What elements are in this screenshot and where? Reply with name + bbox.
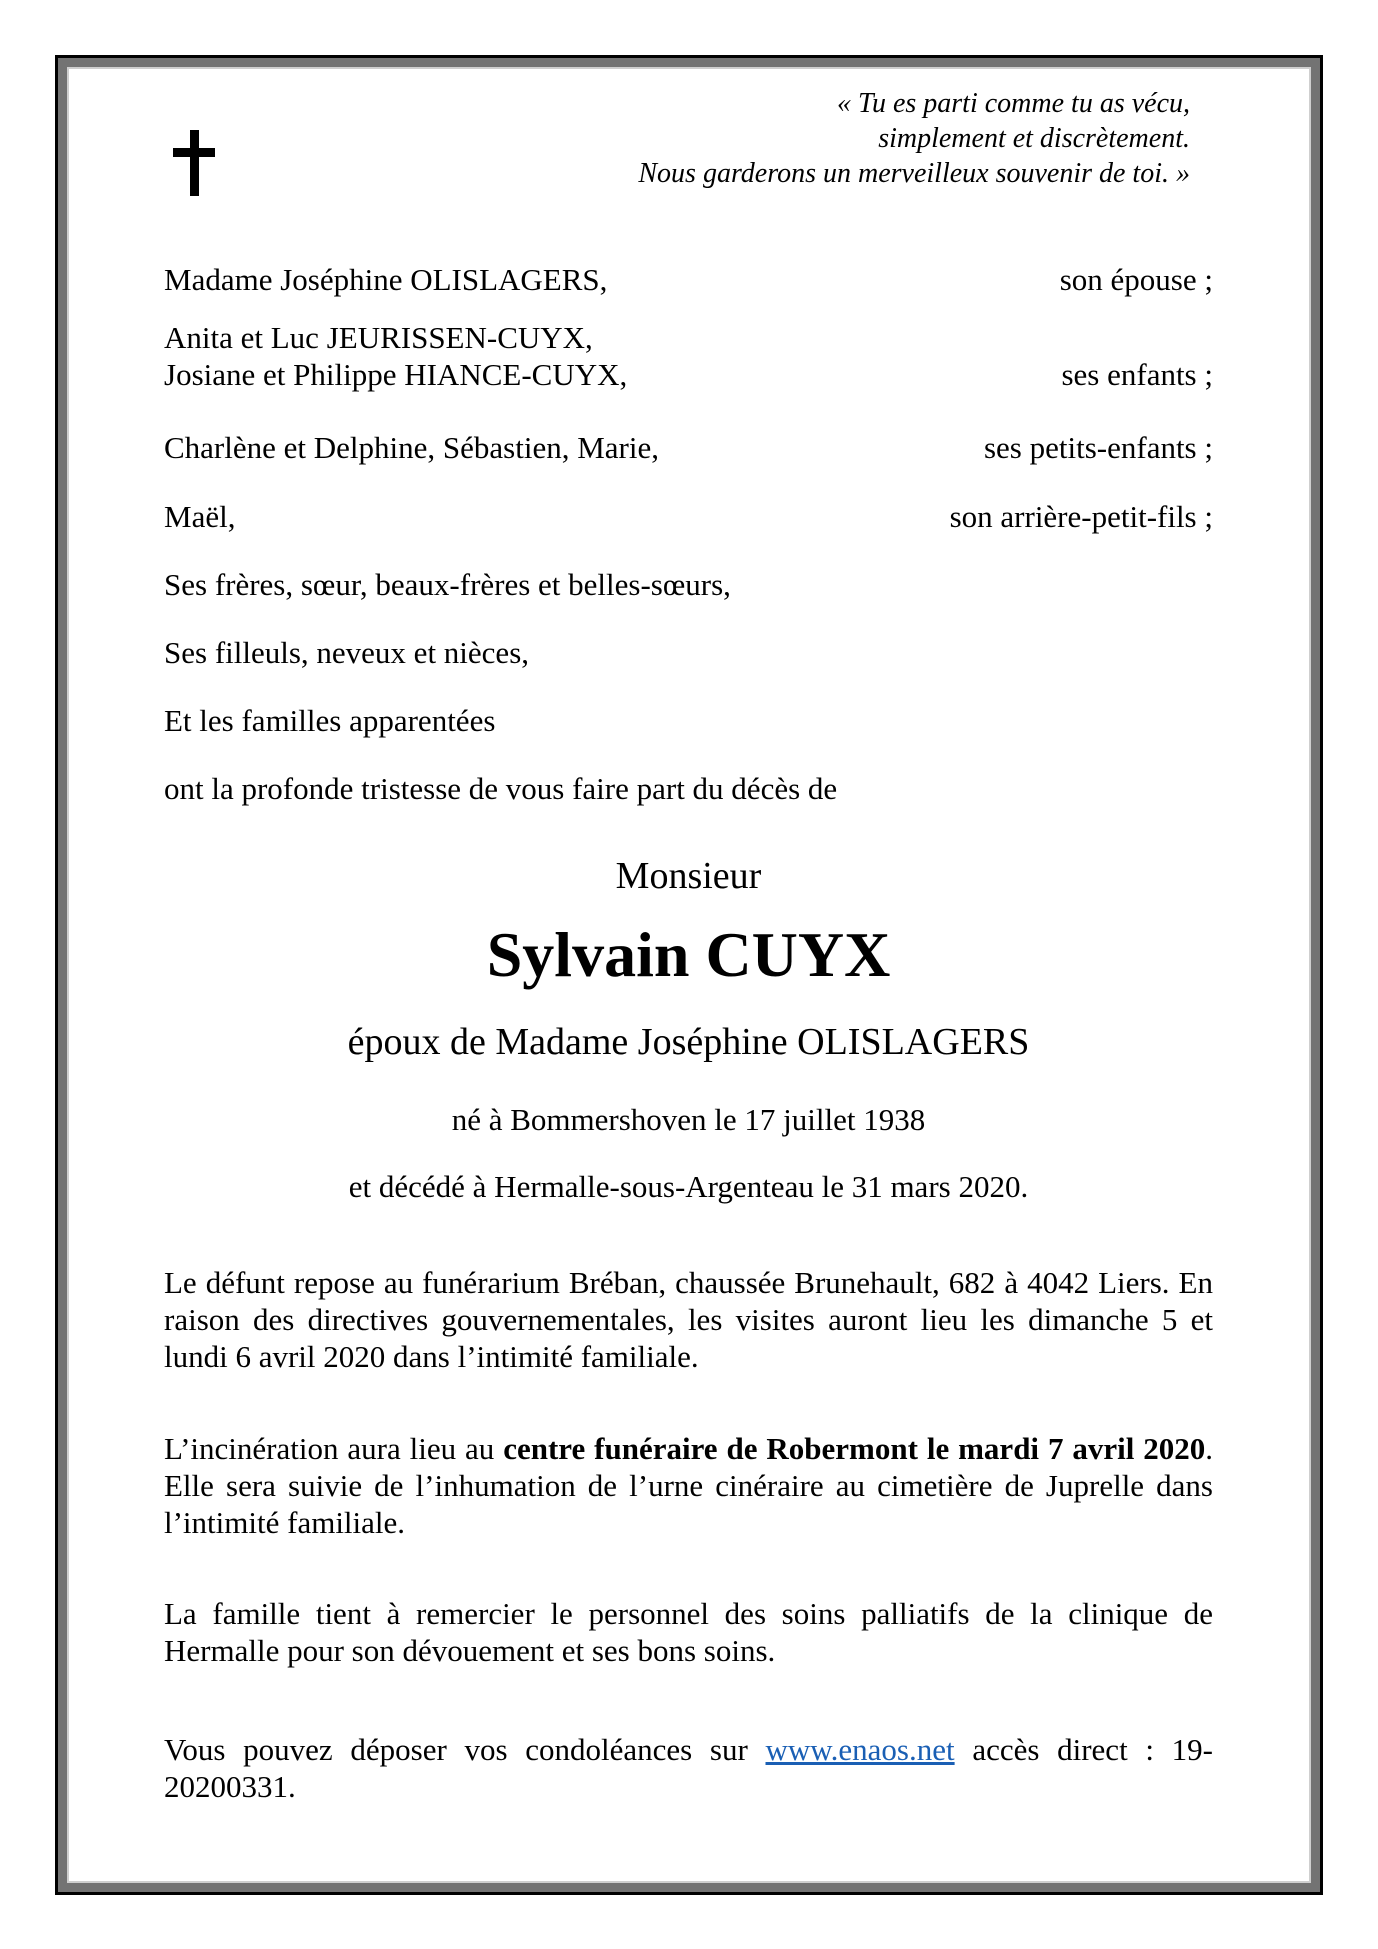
condolences-text-post: accès direct : 19-20200331. — [164, 1732, 1214, 1804]
cremation-text-pre: L’incinération aura lieu au — [164, 1431, 495, 1466]
family-name: Josiane et Philippe HIANCE-CUYX, — [164, 357, 628, 392]
cremation-text-post: . Elle sera suivie de l’inhumation de l’urne cinéraire au cimetière de Juprelle dans l’intimité familiale. — [164, 1431, 1214, 1540]
cremation-location-date: centre funéraire de Robermont le mardi 7 avril 2020 — [503, 1431, 1206, 1466]
thanks-paragraph: La famille tient à remercier le personnel des soins palliatifs de la clinique de Hermalle pour son dévouement et ses bons soins. — [164, 1596, 1213, 1668]
extended-family-line: Ses frères, sœur, beaux-frères et belles-sœurs, — [164, 567, 731, 602]
deceased-death: et décédé à Hermalle-sous-Argenteau le 31 mars 2020. — [348, 1169, 1029, 1204]
extended-family-line: Ses filleuls, neveux et nièces, — [164, 635, 530, 670]
quote-line: simplement et discrètement. — [878, 123, 1190, 154]
visitation-paragraph: Le défunt repose au funérarium Bréban, chaussée Brunehault, 682 à 4042 Liers. En raison des directives gouvernementales, les visites auront lieu les dimanche 5 et lundi 6 avril 2020 dans l’intimité familiale. — [164, 1265, 1213, 1374]
family-relation: ses petits-enfants ; — [983, 430, 1213, 465]
family-name: Charlène et Delphine, Sébastien, Marie, — [164, 430, 659, 465]
extended-family-line: Et les familles apparentées — [164, 703, 496, 738]
family-name: Madame Joséphine OLISLAGERS, — [164, 262, 608, 297]
quote-line: « Tu es parti comme tu as vécu, — [836, 88, 1190, 119]
family-name: Maël, — [164, 499, 236, 534]
family-name: Anita et Luc JEURISSEN-CUYX, — [164, 320, 593, 355]
deceased-spouse: époux de Madame Joséphine OLISLAGERS — [347, 1021, 1030, 1063]
condolences-paragraph — [164, 1731, 1213, 1805]
deceased-name: Sylvain CUYX — [486, 919, 891, 990]
family-relation: son arrière-petit-fils ; — [949, 499, 1213, 534]
condolences-text-pre: Vous pouvez déposer vos condoléances sur — [164, 1732, 748, 1767]
family-relation: son épouse ; — [1059, 262, 1213, 297]
deceased-birth: né à Bommershoven le 17 juillet 1938 — [451, 1102, 926, 1137]
epitaph-quote — [638, 86, 1190, 191]
cross-icon — [173, 130, 215, 196]
quote-line: Nous garderons un merveilleux souvenir de toi. » — [638, 158, 1190, 189]
deceased-title: Monsieur — [615, 855, 762, 897]
family-relation: ses enfants ; — [1061, 357, 1213, 392]
announcement-line: ont la profonde tristesse de vous faire part du décès de — [164, 771, 838, 806]
cremation-paragraph — [164, 1430, 1213, 1541]
condolences-link[interactable]: www.enaos.net — [765, 1732, 955, 1767]
